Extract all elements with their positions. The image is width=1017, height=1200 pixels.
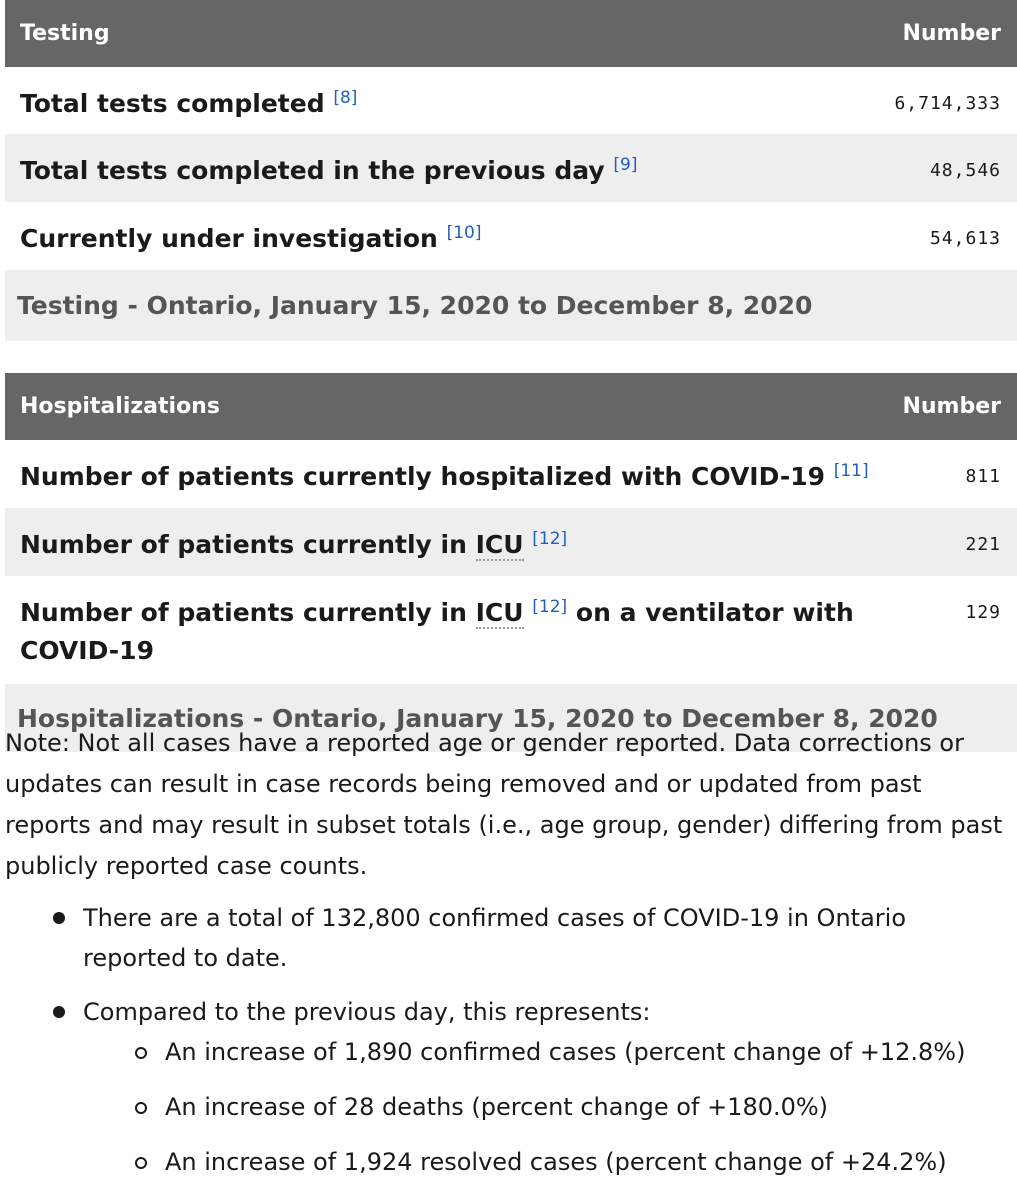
footnote-link[interactable]: [8]	[333, 88, 358, 108]
row-label: Total tests completed [8]	[20, 88, 358, 118]
footnote-link[interactable]: [10]	[446, 223, 482, 243]
data-note: Note: Not all cases have a reported age or gender reported. Data corrections or updates can result in case records being removed and or updated from past reports and may result in subset totals (i.e., age group, gender) differing from past publicly reported case counts.	[5, 729, 1003, 880]
circle-bullet-icon	[135, 1157, 147, 1169]
comparison-sublist	[83, 1032, 1013, 1182]
footnote-link[interactable]: [12]	[532, 529, 568, 549]
hospitalizations-table	[5, 373, 1017, 752]
table-row	[5, 67, 1017, 134]
list-item	[5, 992, 1013, 1182]
sub-list-item	[83, 1087, 1013, 1127]
row-value: 48,546	[929, 160, 1001, 181]
comparison-intro-text: Compared to the previous day, this represents:	[83, 998, 651, 1026]
bullet-icon	[53, 1006, 65, 1018]
testing-table-caption: Testing - Ontario, January 15, 2020 to December 8, 2020	[5, 270, 1017, 341]
row-value: 221	[965, 534, 1001, 555]
sub-list-item	[83, 1142, 1013, 1182]
table-row	[5, 576, 1017, 684]
row-label: Number of patients currently in ICU [12] on a ventilator with COVID-19	[20, 597, 854, 665]
icu-abbreviation[interactable]: ICU	[475, 530, 524, 559]
hospitalizations-table-caption: Hospitalizations - Ontario, January 15, 2020 to December 8, 2020	[5, 684, 1017, 752]
testing-header-number: Number	[902, 21, 1001, 46]
circle-bullet-icon	[135, 1047, 147, 1059]
row-value: 54,613	[929, 228, 1001, 249]
hospitalizations-header-label: Hospitalizations	[20, 394, 220, 419]
icu-abbreviation[interactable]: ICU	[475, 598, 524, 627]
row-value: 811	[965, 466, 1001, 487]
row-label: Number of patients currently in ICU [12]	[20, 529, 568, 559]
row-value: 129	[965, 602, 1001, 623]
table-row	[5, 134, 1017, 202]
hospitalizations-header-number: Number	[902, 394, 1001, 419]
testing-table	[5, 0, 1017, 341]
bullet-icon	[53, 912, 65, 924]
table-row	[5, 508, 1017, 576]
row-label: Number of patients currently hospitalized with COVID-19 [11]	[20, 461, 869, 491]
row-value: 6,714,333	[894, 93, 1001, 114]
testing-table-header	[5, 0, 1017, 67]
table-row	[5, 440, 1017, 508]
row-label: Total tests completed in the previous day [9]	[20, 155, 638, 185]
footnote-link[interactable]: [11]	[833, 461, 869, 481]
summary-list	[5, 898, 1013, 1197]
footnote-link[interactable]: [9]	[613, 155, 638, 175]
footnote-link[interactable]: [12]	[532, 597, 568, 617]
total-cases-text: There are a total of 132,800 confirmed cases of COVID-19 in Ontario reported to date.	[83, 904, 906, 972]
list-item	[5, 898, 1013, 978]
sub-list-item	[83, 1032, 1013, 1072]
row-label: Currently under investigation [10]	[20, 223, 482, 253]
circle-bullet-icon	[135, 1102, 147, 1114]
deaths-increase-text: An increase of 28 deaths (percent change of +180.0%)	[165, 1093, 829, 1121]
testing-header-label: Testing	[20, 21, 110, 46]
resolved-increase-text: An increase of 1,924 resolved cases (percent change of +24.2%)	[165, 1148, 947, 1176]
hospitalizations-table-header	[5, 373, 1017, 440]
table-row	[5, 202, 1017, 270]
confirmed-increase-text: An increase of 1,890 confirmed cases (percent change of +12.8%)	[165, 1038, 966, 1066]
